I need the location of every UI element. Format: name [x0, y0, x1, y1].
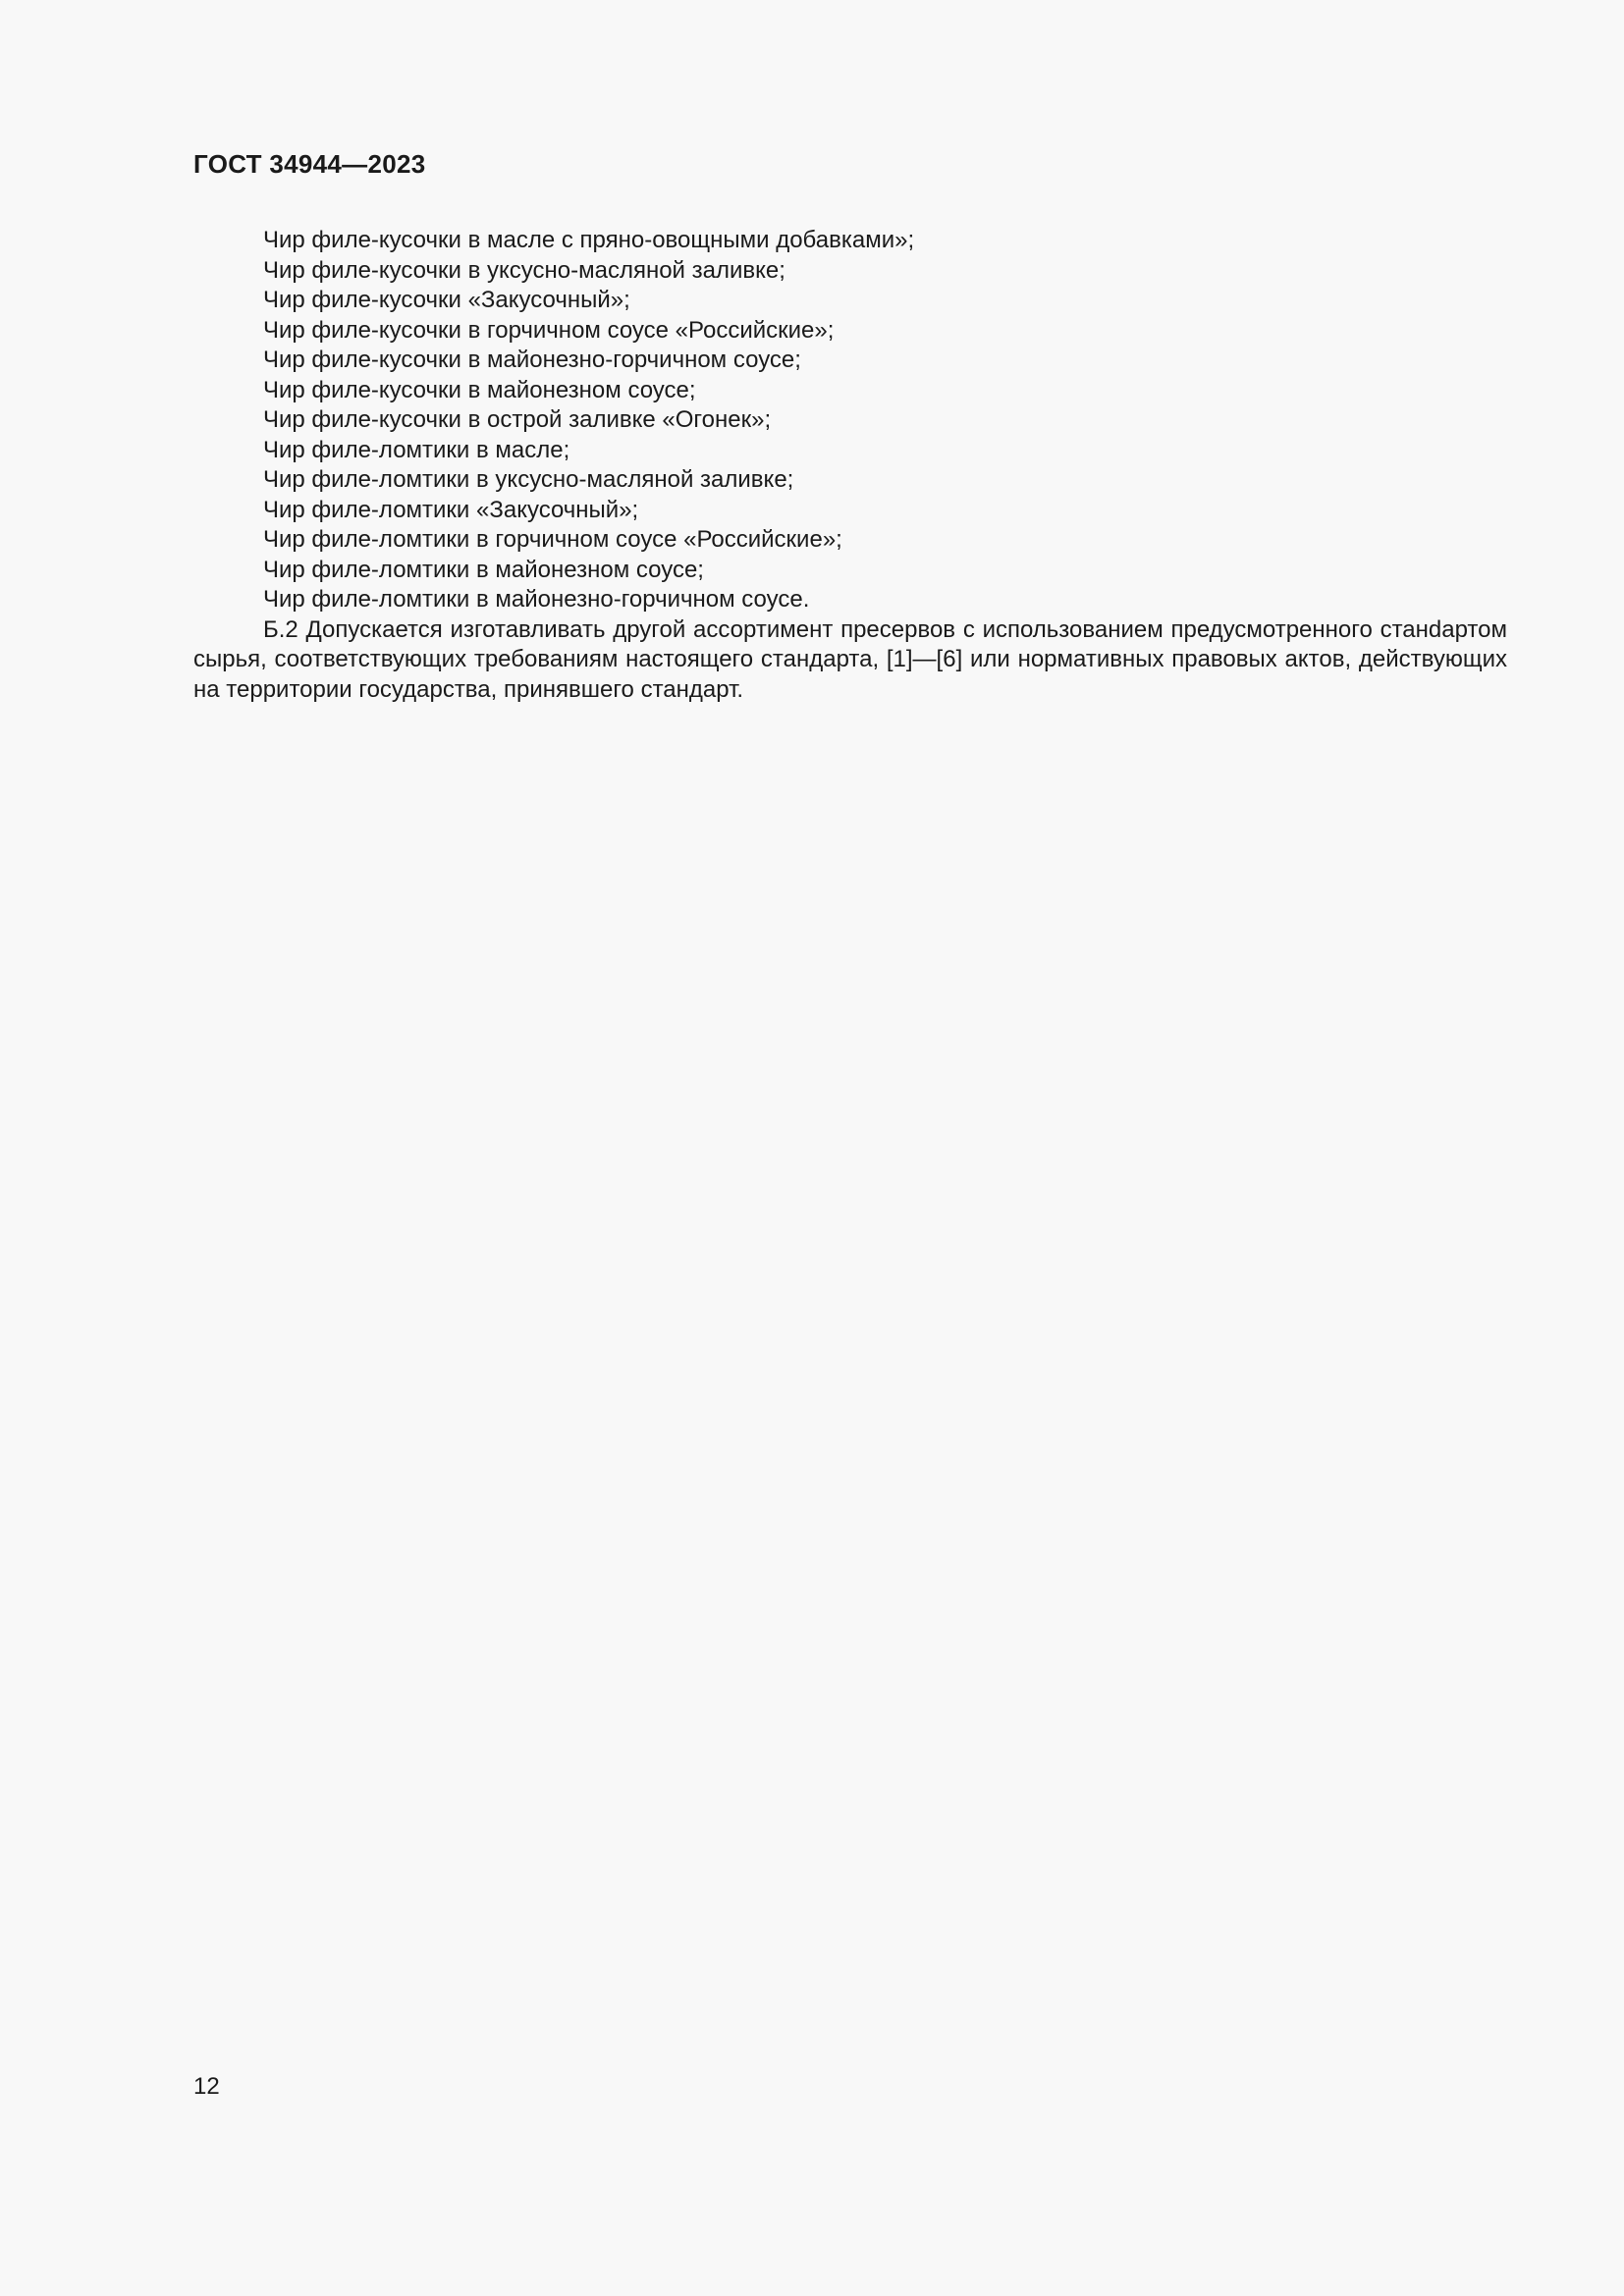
list-item: Чир филе-ломтики в горчичном соусе «Российские»; — [263, 526, 842, 553]
list-item: Чир филе-кусочки в острой заливке «Огонек»; — [263, 406, 772, 433]
paragraph-b2: Б.2 Допускается изготавливать другой ассортимент пресервов с использованием предусмотренного станdартом сырья, соответствующих требованиям настоящего стандарта, [1]—[6] или нормативных правовых актов, действующих на территории государства, принявшего стандарт. — [193, 615, 1507, 703]
list-item: Чир филе-ломтики в уксусно-масляной заливке; — [263, 466, 794, 493]
list-item: Чир филе-кусочки в горчичном соусе «Российские»; — [263, 316, 835, 344]
list-item: Чир филе-кусочки в майонезном соусе; — [263, 376, 696, 403]
page-number: 12 — [193, 2073, 220, 2100]
list-item: Чир филе-ломтики в майонезном соусе; — [263, 556, 704, 583]
document-code-header: ГОСТ 34944—2023 — [193, 149, 426, 179]
list-item: Чир филе-кусочки в майонезно-горчичном соусе; — [263, 347, 801, 373]
list-item: Чир филе-кусочки в уксусно-масляной заливке; — [263, 256, 785, 284]
list-item: Чир филе-ломтики в майонезно-горчичном соусе. — [263, 586, 810, 613]
document-body — [193, 226, 1507, 705]
list-item: Чир филе-ломтики в масле; — [263, 436, 570, 463]
list-item: Чир филе-кусочки «Закусочный»; — [263, 287, 630, 313]
list-item: Чир филе-кусочки в масле с пряно-овощными добавками»; — [263, 227, 915, 253]
list-item: Чир филе-ломтики «Закусочный»; — [263, 496, 639, 523]
